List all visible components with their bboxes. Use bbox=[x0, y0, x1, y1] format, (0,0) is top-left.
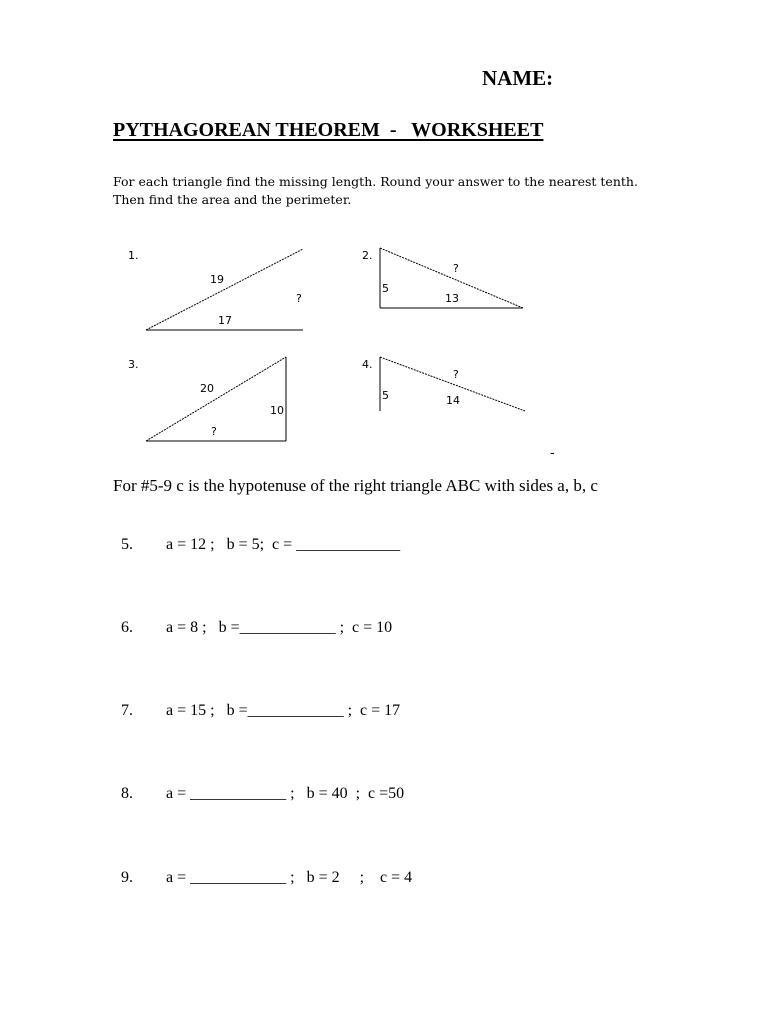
problem-7 bbox=[113, 684, 400, 720]
triangle-4-label-leg: 5 bbox=[382, 389, 389, 402]
triangle-3-number: 3. bbox=[128, 358, 139, 371]
problem-6 bbox=[113, 601, 392, 637]
worksheet-title: PYTHAGOREAN THEOREM - WORKSHEET bbox=[113, 119, 544, 141]
problem-number: 6. bbox=[121, 619, 133, 636]
triangle-2-number: 2. bbox=[362, 249, 373, 262]
triangle-2-label-leg: 5 bbox=[382, 282, 389, 295]
triangle-3-label-leg: 10 bbox=[270, 404, 284, 417]
triangle-1-number: 1. bbox=[128, 249, 139, 262]
triangle-2 bbox=[362, 248, 523, 308]
problem-number: 8. bbox=[121, 785, 133, 802]
problem-8 bbox=[113, 767, 404, 803]
problem-number: 7. bbox=[121, 702, 133, 719]
triangle-1 bbox=[128, 249, 303, 330]
triangle-4-label-14: 14 bbox=[446, 394, 460, 407]
triangle-3 bbox=[128, 357, 286, 441]
problem-equation: a = ____________ ; b = 2 ; c = 4 bbox=[166, 869, 413, 886]
problem-9 bbox=[113, 851, 412, 887]
instructions: For each triangle find the missing length. Round your answer to the nearest tenth. Then find the area and the perimeter. bbox=[113, 174, 638, 207]
triangle-2-label-unknown: ? bbox=[453, 262, 459, 275]
problem-5 bbox=[113, 518, 400, 554]
triangle-1-label-hyp: 19 bbox=[210, 273, 224, 286]
triangle-4 bbox=[362, 357, 525, 411]
triangle-4-label-unknown: ? bbox=[453, 368, 459, 381]
problem-equation: a = ____________ ; b = 40 ; c =50 bbox=[166, 785, 405, 802]
problem-equation: a = 8 ; b =____________ ; c = 10 bbox=[166, 619, 393, 636]
triangle-4-number: 4. bbox=[362, 358, 373, 371]
stray-mark: - bbox=[550, 446, 555, 461]
problem-number: 9. bbox=[121, 869, 133, 886]
triangle-1-label-base: 17 bbox=[218, 314, 232, 327]
triangle-1-label-side: ? bbox=[296, 292, 302, 305]
problem-equation: a = 12 ; b = 5; c = _____________ bbox=[166, 536, 401, 553]
problems-intro: For #5-9 c is the hypotenuse of the right triangle ABC with sides a, b, c bbox=[113, 476, 598, 495]
triangle-figures bbox=[110, 238, 540, 448]
triangle-3-label-hyp: 20 bbox=[200, 382, 214, 395]
problem-number: 5. bbox=[121, 536, 133, 553]
name-label: NAME: bbox=[482, 66, 554, 90]
triangle-3-label-base: ? bbox=[211, 425, 217, 438]
problem-equation: a = 15 ; b =____________ ; c = 17 bbox=[166, 702, 401, 719]
triangle-2-label-13: 13 bbox=[445, 292, 459, 305]
